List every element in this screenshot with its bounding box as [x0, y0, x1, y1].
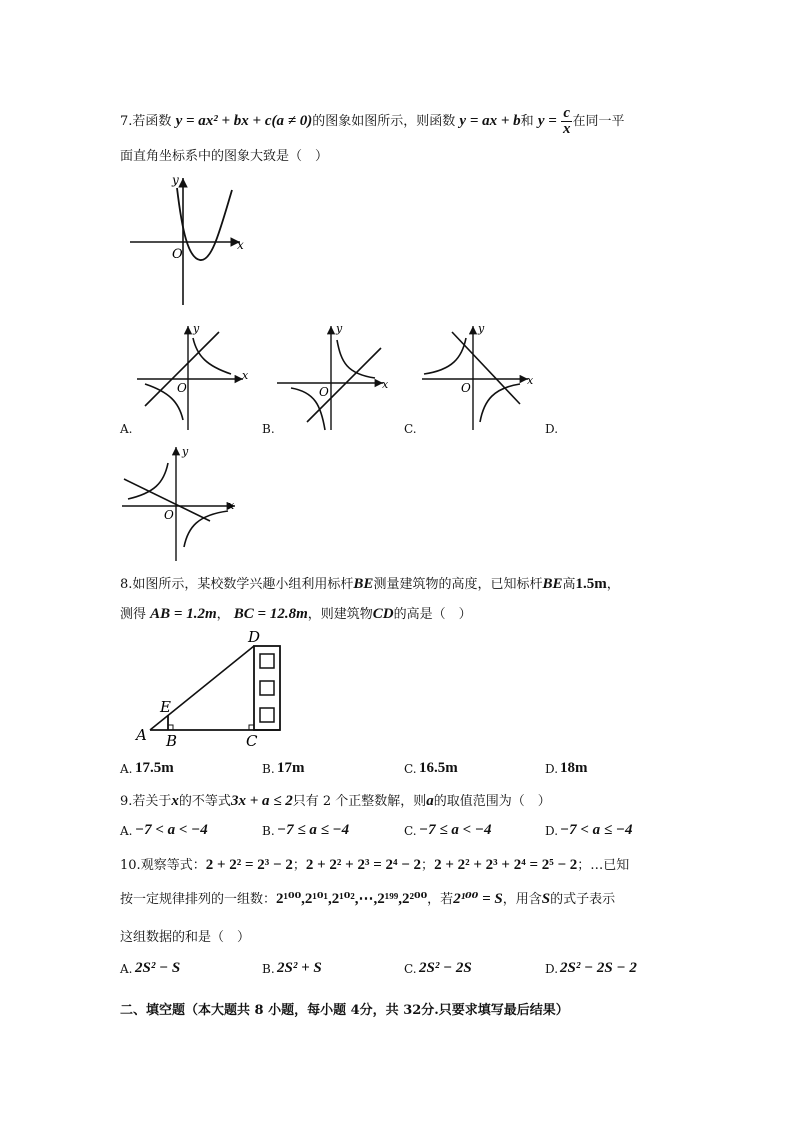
q9-text3: 只有 2 个正整数解，则 — [292, 794, 427, 809]
svg-text:x: x — [228, 499, 235, 512]
svg-text:y: y — [478, 322, 485, 335]
q7-number: 7. — [120, 114, 133, 129]
y-label: y — [172, 173, 179, 187]
svg-text:E: E — [160, 698, 171, 716]
q10-option-c-label[interactable]: C. — [404, 962, 417, 976]
origin-label: O — [172, 247, 183, 262]
svg-text:x: x — [242, 369, 249, 382]
q10-line1 — [120, 854, 629, 874]
q8-be2: BE — [542, 576, 563, 592]
q8-number: 8. — [120, 577, 133, 592]
q7-text3: 和 — [520, 114, 534, 129]
q10-option-c-value: 2S² − 2S — [419, 960, 472, 976]
q10-eq1: 2 + 2² = 2³ − 2 — [205, 857, 293, 873]
q9-number: 9. — [120, 794, 133, 809]
q7-parabola-graph — [120, 170, 260, 310]
q7-option-c-label[interactable]: C. — [404, 422, 417, 436]
q10-line2-b: ，若 — [427, 892, 454, 907]
q7-option-d-graph — [120, 443, 245, 563]
q9-option-c-label[interactable]: C. — [404, 824, 417, 838]
q10-option-a-label[interactable]: A. — [120, 962, 133, 976]
q10-sep2: ； — [421, 858, 435, 873]
q10-eq3: 2 + 2² + 2³ + 2⁴ = 2⁵ − 2 — [434, 857, 578, 873]
svg-text:O: O — [164, 508, 174, 522]
x-label: x — [237, 238, 244, 252]
svg-text:x: x — [382, 378, 389, 391]
q8-option-c-label[interactable]: C. — [404, 762, 417, 776]
q7-text2: 的图象如图所示，则函数 — [312, 114, 456, 129]
section2-heading: 二、填空题（本大题共 8 小题，每小题 4分，共 32分.只要求填写最后结果） — [120, 1003, 569, 1018]
q9-inequality: 3x + a ≤ 2 — [230, 793, 293, 809]
q7-func2: y = ax + b — [459, 113, 521, 129]
q8-bc: BC = 12.8m — [233, 606, 308, 622]
q10-sep1: ； — [292, 858, 306, 873]
q9-option-d-label[interactable]: D. — [545, 824, 559, 838]
q9-line1 — [120, 790, 551, 810]
q7-line2: 面直角坐标系中的图象大致是（ ） — [120, 149, 329, 164]
q8-option-b-value: 17m — [277, 760, 305, 776]
q9-text1: 若关于 — [132, 794, 172, 809]
q7-option-c-graph — [420, 322, 535, 432]
q8-option-a-value: 17.5m — [135, 760, 174, 776]
q9-text2: 的不等式 — [178, 794, 231, 809]
q8-text4: ， — [606, 577, 620, 592]
q10-text1: 观察等式： — [140, 858, 206, 873]
svg-text:x: x — [527, 374, 534, 387]
q8-height: 1.5m — [575, 576, 607, 592]
q7-func3-fraction — [561, 106, 573, 137]
q10-line2-d: 的式子表示 — [550, 892, 616, 907]
q7-text4: 在同一平 — [572, 114, 625, 129]
q10-sequence: 2¹⁰⁰,2¹⁰¹,2¹⁰²,⋯,2¹⁹⁹,2²⁰⁰ — [276, 891, 428, 907]
q10-option-d-label[interactable]: D. — [545, 962, 559, 976]
q9-option-b-value: −7 ≤ a ≤ −4 — [277, 822, 350, 838]
q7-option-d-label[interactable]: D. — [545, 422, 559, 436]
q10-line3: 这组数据的和是（ ） — [120, 930, 251, 945]
q10-s: S — [541, 891, 551, 907]
q10-line2-a: 按一定规律排列的一组数： — [120, 892, 277, 907]
q9-option-c-value: −7 ≤ a < −4 — [419, 822, 492, 838]
q10-condition: 2¹⁰⁰ = S — [453, 891, 503, 907]
q7-text1: 若函数 — [132, 114, 172, 129]
q8-line2-a: 测得 — [120, 607, 147, 622]
q10-line2 — [120, 888, 615, 908]
q8-option-a-label[interactable]: A. — [120, 762, 133, 776]
q9-option-a-value: −7 < a < −4 — [135, 822, 208, 838]
q10-option-b-label[interactable]: B. — [262, 962, 275, 976]
q8-text3: 高 — [562, 577, 576, 592]
q8-sep: ， — [216, 607, 230, 622]
q8-line1 — [120, 573, 620, 593]
q7-func3-denominator: x — [562, 121, 571, 137]
q10-text2: ；…已知 — [577, 858, 630, 873]
q7-func3-lhs: y = — [537, 113, 557, 129]
q7-option-a-label[interactable]: A. — [120, 422, 133, 436]
q9-a: a — [426, 793, 434, 809]
q8-line2 — [120, 603, 472, 623]
q8-line2-b: ，则建筑物 — [307, 607, 373, 622]
q8-ab: AB = 1.2m — [150, 606, 217, 622]
svg-text:A: A — [136, 726, 147, 744]
q9-option-a-label[interactable]: A. — [120, 824, 133, 838]
svg-text:y: y — [336, 322, 343, 335]
q7-option-b-graph — [275, 322, 390, 432]
svg-text:y: y — [182, 445, 189, 458]
q10-option-b-value: 2S² + S — [277, 960, 322, 976]
building-cd — [254, 646, 280, 730]
q8-option-d-label[interactable]: D. — [545, 762, 559, 776]
q8-cd: CD — [372, 606, 394, 622]
q8-option-d-value: 18m — [560, 760, 588, 776]
q8-building-diagram — [130, 628, 300, 753]
q10-option-a-value: 2S² − S — [135, 960, 181, 976]
q9-text4: 的取值范围为（ ） — [433, 794, 551, 809]
q7-line1 — [120, 106, 624, 137]
q7-func1: y = ax² + bx + c(a ≠ 0) — [175, 113, 313, 129]
q9-option-d-value: −7 < a ≤ −4 — [560, 822, 633, 838]
q10-option-d-value: 2S² − 2S − 2 — [560, 960, 637, 976]
svg-text:D: D — [248, 628, 261, 646]
q8-option-b-label[interactable]: B. — [262, 762, 275, 776]
svg-text:O: O — [319, 385, 329, 399]
q7-func3-numerator: c — [561, 106, 573, 122]
q10-eq2: 2 + 2² + 2³ = 2⁴ − 2 — [305, 857, 422, 873]
svg-text:y: y — [193, 322, 200, 335]
q8-text2: 测量建筑物的高度，已知标杆 — [373, 577, 543, 592]
q8-text1: 如图所示，某校数学兴趣小组利用标杆 — [132, 577, 354, 592]
svg-text:O: O — [461, 381, 471, 395]
q9-option-b-label[interactable]: B. — [262, 824, 275, 838]
q10-number: 10. — [120, 858, 141, 873]
q8-be1: BE — [353, 576, 374, 592]
q7-option-b-label[interactable]: B. — [262, 422, 275, 436]
q7-option-a-graph — [135, 322, 250, 432]
q9-var: x — [171, 793, 179, 809]
q10-line2-c: ，用含 — [502, 892, 542, 907]
svg-text:C: C — [246, 732, 258, 750]
q8-line2-c: 的高是（ ） — [393, 607, 472, 622]
q8-option-c-value: 16.5m — [419, 760, 458, 776]
svg-text:B: B — [166, 732, 178, 750]
svg-text:O: O — [177, 381, 187, 395]
parabola-curve — [177, 188, 232, 260]
